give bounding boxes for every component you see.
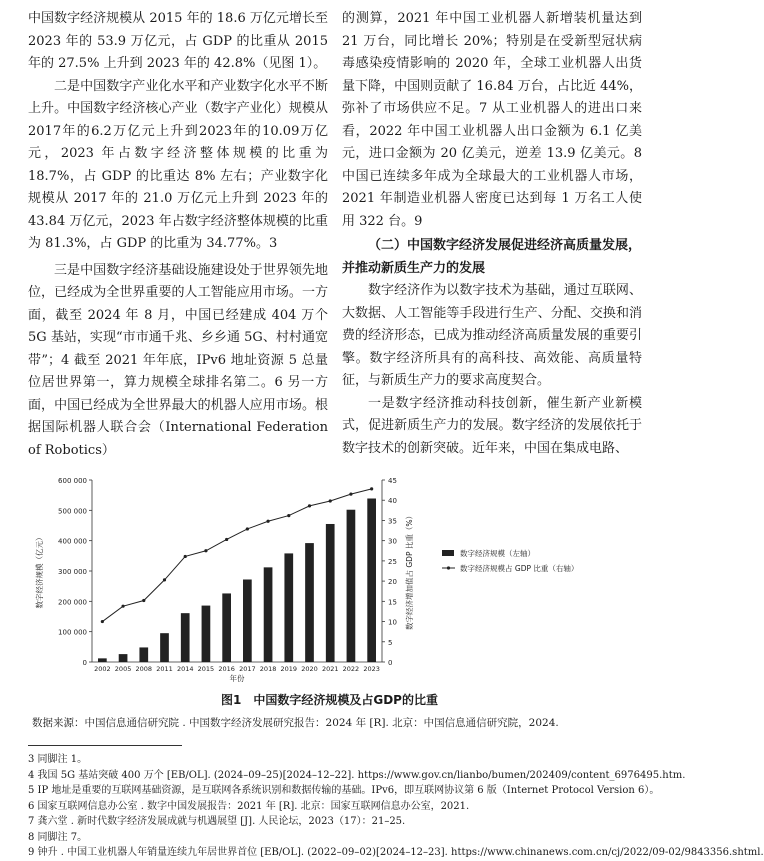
line-point bbox=[246, 527, 249, 530]
y-tick-label-left: 100 000 bbox=[58, 628, 87, 637]
bar bbox=[139, 647, 148, 662]
x-tick-label: 2008 bbox=[135, 665, 153, 673]
y-tick-label-right: 15 bbox=[388, 598, 397, 607]
y-tick-label-left: 400 000 bbox=[58, 537, 87, 546]
y-tick-label-left: 0 bbox=[82, 659, 87, 667]
x-tick-label: 2018 bbox=[259, 665, 277, 673]
line-point bbox=[308, 504, 311, 507]
y-tick-label-right: 25 bbox=[388, 557, 397, 566]
line-point bbox=[121, 605, 124, 608]
footnote: 6 国家互联网信息办公室 . 数字中国发展报告：2021 年 [R]. 北京：国家互联网信息办公室，2021. bbox=[28, 800, 470, 812]
figure-caption: 图1 中国数字经济规模及占GDP的比重 bbox=[221, 693, 438, 707]
legend-label: 数字经济规模占 GDP 比重（右轴） bbox=[460, 564, 579, 573]
legend-swatch-point bbox=[447, 566, 450, 569]
footnote: 8 同脚注 7。 bbox=[28, 831, 88, 843]
line-point bbox=[142, 599, 145, 602]
footnote: 7 龚六堂 . 新时代数字经济发展成就与机遇展望 [J]. 人民论坛，2023（17）：21–25. bbox=[28, 816, 406, 827]
legend-label: 数字经济规模（左轴） bbox=[460, 549, 535, 558]
section-heading: （二）中国数字经济发展促进经济高质量发展，并推动新质生产力的发展 bbox=[342, 238, 642, 276]
x-axis-title: 年份 bbox=[229, 674, 245, 683]
x-tick-label: 2019 bbox=[280, 665, 298, 673]
bar bbox=[160, 633, 169, 662]
bar bbox=[305, 543, 314, 662]
y-tick-label-left: 200 000 bbox=[58, 598, 87, 607]
footnote-divider bbox=[28, 745, 182, 746]
y-tick-label-right: 5 bbox=[388, 638, 393, 647]
left-column bbox=[28, 8, 328, 462]
line-point bbox=[163, 578, 166, 581]
x-tick-label: 2020 bbox=[301, 665, 318, 673]
footnotes bbox=[28, 752, 764, 861]
body-paragraph: 数字经济作为以数字技术为基础，通过互联网、大数据、人工智能等手段进行生产、分配、交换和消费的经济形态，已成为推动经济高质量发展的重要引擎。数字经济所具有的高科技、高效能、高质量特征，与新质生产力的要求高度契合。 bbox=[342, 283, 642, 388]
bar bbox=[347, 510, 356, 662]
line-point bbox=[287, 514, 290, 517]
bar bbox=[181, 613, 190, 662]
footnote: 5 IP 地址是重要的互联网基础资源，是互联网各系统识别和数据传输的基础。IPv6，即互联网协议第 6 版（Internet Protocol Version 6）。 bbox=[28, 785, 660, 796]
x-tick-label: 2002 bbox=[94, 665, 111, 673]
x-tick-label: 2014 bbox=[176, 665, 194, 673]
y-tick-label-left: 300 000 bbox=[58, 568, 87, 576]
bar bbox=[367, 499, 376, 662]
y-tick-label-right: 40 bbox=[388, 497, 397, 506]
y-tick-label-left: 600 000 bbox=[58, 477, 87, 485]
line-point bbox=[225, 538, 228, 541]
y-tick-label-left: 500 000 bbox=[58, 507, 87, 516]
bar bbox=[202, 606, 211, 662]
x-tick-label: 2016 bbox=[218, 665, 235, 673]
x-tick-label: 2022 bbox=[342, 665, 360, 673]
y-axis-title-right: 数字经济增加值占 GDP 比重（%） bbox=[405, 511, 414, 631]
bar bbox=[119, 654, 128, 662]
y-axis-title-left: 数字经济规模（亿元） bbox=[35, 533, 44, 609]
line-point bbox=[184, 555, 187, 558]
footnote: 4 我国 5G 基站突破 400 万个 [EB/OL]. (2024–09–25)[2024–12–22]. https://www.gov.cn/lianbo/bumen/202409/content_6976495.htm. bbox=[28, 769, 686, 781]
body-paragraph: 的测算，2021 年中国工业机器人新增装机量达到 21 万台，同比增长 20%；特别是在受新型冠状病毒感染疫情影响的 2020 年，全球工业机器人出货量下降，中国则贡献了 16.84 万台，占比近 44%，弥补了市场供应不足。7 从工业机器人的进出口来看，2022 年中国工业机器人出口金额为 6.1 亿美元，进口金额为 20 亿美元，逆差 13.9 亿美元。8 中国已连续多年成为全球最大的工业机器人市场，2021 年制造业机器人密度已达到每 1 万名工人使用 322 台。9 bbox=[342, 11, 642, 229]
bar bbox=[98, 658, 107, 662]
y-tick-label-right: 10 bbox=[388, 618, 397, 627]
y-tick-label-right: 45 bbox=[388, 477, 397, 485]
bar bbox=[284, 553, 293, 662]
bar bbox=[326, 524, 335, 662]
figure-source: 数据来源：中国信息通信研究院 . 中国数字经济发展研究报告：2024 年 [R]. 北京：中国信息通信研究院，2024. bbox=[32, 717, 559, 729]
body-paragraph: 三是中国数字经济基础设施建设处于世界领先地位，已经成为全世界重要的人工智能应用市场。一方面，截至 2024 年 8 月，中国已经建成 404 万个 5G 基站，实现“市市通千兆、乡乡通 5G、村村通宽带”；4 截至 2021 年年底，IPv6 地址资源 5 总量位居世界第一，算力规模全球排名第二。6 另一方面，中国已经成为全世界最大的机器人应用市场。根据国际机器人联合会（International Federation of Robotics） bbox=[28, 262, 328, 458]
y-tick-label-right: 30 bbox=[388, 537, 397, 546]
y-tick-label-right: 0 bbox=[388, 659, 393, 667]
x-tick-label: 2011 bbox=[156, 665, 173, 673]
body-paragraph: 一是数字经济推动科技创新，催生新产业新模式，促进新质生产力的发展。数字经济的发展依托于数字技术的创新突破。近年来，中国在集成电路、 bbox=[342, 395, 642, 456]
footnote: 3 同脚注 1。 bbox=[28, 754, 88, 765]
line-point bbox=[101, 620, 104, 623]
body-paragraph: 二是中国数字产业化水平和产业数字化水平不断上升。中国数字经济核心产业（数字产业化）规模从2017年的6.2万亿元上升到2023年的10.09万亿元，2023 年占数字经济整体规模的比重为 18.7%，占 GDP 的比重达 8% 左右；产业数字化规模从 2017 年的 21.0 万亿元上升到 2023 年的 43.84 万亿元，2023 年占数字经济整体规模的比重为 81.3%，占 GDP 的比重为 34.77%。3 bbox=[28, 78, 328, 251]
footnote: 9 钟升 . 中国工业机器人年销量连续九年居世界首位 [EB/OL]. (2022–09–02)[2024–12–23]. https://www.chinanews.com.cn/cj/2022/09-02/9843356.shtml. bbox=[28, 847, 764, 858]
bar bbox=[264, 567, 273, 662]
x-tick-label: 2015 bbox=[197, 665, 215, 673]
bar bbox=[222, 593, 231, 662]
x-tick-label: 2017 bbox=[239, 665, 256, 673]
bar bbox=[243, 579, 252, 662]
x-tick-label: 2021 bbox=[321, 665, 339, 673]
line-point bbox=[370, 487, 373, 490]
line-point bbox=[266, 520, 269, 523]
line-point bbox=[349, 493, 352, 496]
legend-swatch-bar bbox=[442, 550, 454, 556]
y-tick-label-right: 20 bbox=[388, 578, 397, 587]
line-point bbox=[329, 499, 332, 502]
right-column bbox=[342, 8, 642, 460]
line-point bbox=[204, 549, 207, 552]
y-tick-label-right: 35 bbox=[388, 517, 397, 526]
x-tick-label: 2005 bbox=[114, 665, 132, 673]
body-paragraph: 中国数字经济规模从 2015 年的 18.6 万亿元增长至 2023 年的 53.9 万亿元，占 GDP 的比重从 2015 年的 27.5% 上升到 2023 年的 42.8%（见图 1）。 bbox=[28, 11, 328, 71]
figure-chart bbox=[30, 470, 630, 682]
x-tick-label: 2023 bbox=[363, 665, 380, 673]
